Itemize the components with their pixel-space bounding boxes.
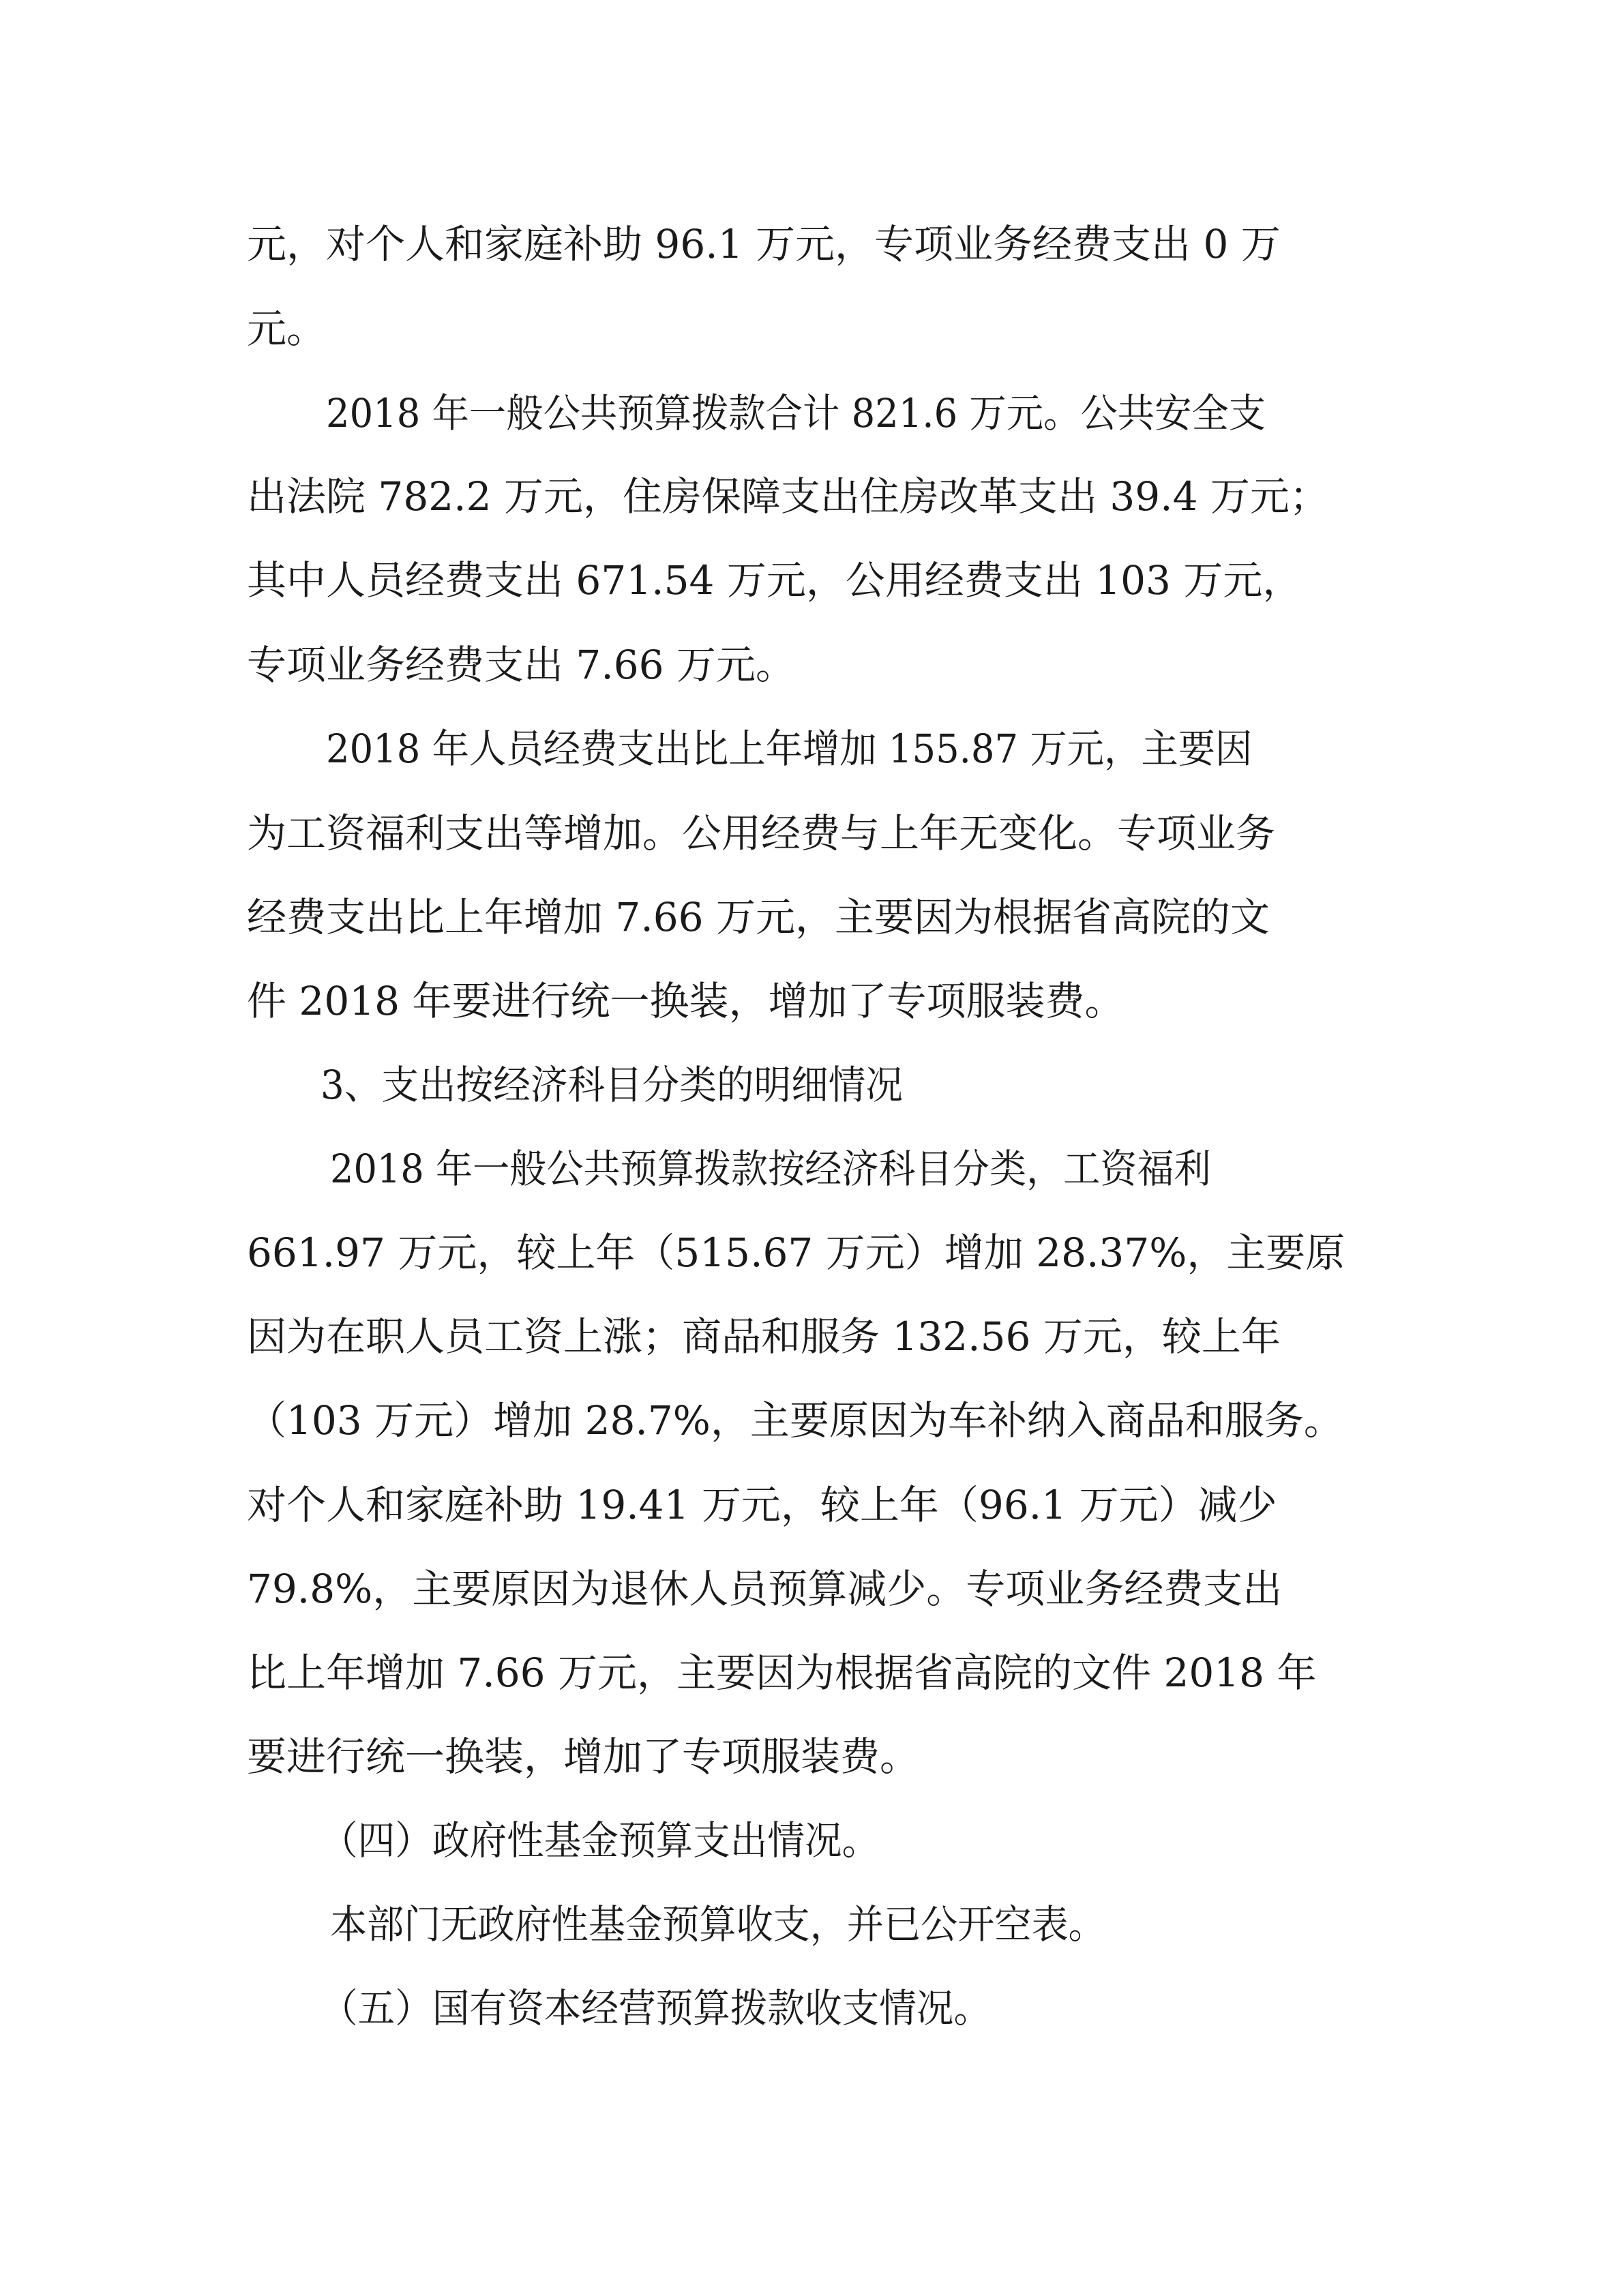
text-line: 为工资福利支出等增加。公用经费与上年无变化。专项业务 [247, 810, 1276, 856]
text-line: 其中人员经费支出 671.54 万元，公用经费支出 103 万元， [247, 557, 1302, 603]
text-line: 比上年增加 7.66 万元，主要因为根据省高院的文件 2018 年 [247, 1650, 1317, 1696]
text-line: 要进行统一换装，增加了专项服装费。 [247, 1733, 920, 1780]
text-line: 件 2018 年要进行统一换装，增加了专项服装费。 [247, 978, 1125, 1024]
text-line: 元，对个人和家庭补助 96.1 万元，专项业务经费支出 0 万 [247, 221, 1281, 267]
text-line: 元。 [247, 305, 327, 352]
text-line: （103 万元）增加 28.7%，主要原因为车补纳入商品和服务。 [247, 1397, 1343, 1444]
text-line: 专项业务经费支出 7.66 万元。 [247, 642, 796, 688]
text-line: 对个人和家庭补助 19.41 万元，较上年（96.1 万元）减少 [247, 1482, 1277, 1528]
text-line: 出法院 782.2 万元，住房保障支出住房改革支出 39.4 万元； [247, 473, 1329, 520]
text-line: 经费支出比上年增加 7.66 万元，主要因为根据省高院的文 [247, 894, 1270, 940]
text-line: 661.97 万元，较上年（515.67 万元）增加 28.37%，主要原 [247, 1229, 1345, 1276]
section-heading: （五）国有资本经营预算拨款收支情况。 [321, 1985, 992, 2031]
paragraph-start: 本部门无政府性基金预算收支，并已公开空表。 [330, 1901, 1105, 1948]
text-line: 因为在职人员工资上涨；商品和服务 132.56 万元，较上年 [247, 1313, 1281, 1360]
text-line: 79.8%，主要原因为退休人员预算减少。专项业务经费支出 [247, 1566, 1283, 1612]
section-heading: 3、支出按经济科目分类的明细情况 [321, 1062, 904, 1108]
paragraph-start: 2018 年一般公共预算拨款按经济科目分类，工资福利 [330, 1146, 1211, 1192]
paragraph-start: 2018 年人员经费支出比上年增加 155.87 万元，主要因 [326, 726, 1253, 772]
section-heading: （四）政府性基金预算支出情况。 [321, 1817, 880, 1864]
paragraph-start: 2018 年一般公共预算拨款合计 821.6 万元。公共安全支 [326, 390, 1266, 436]
